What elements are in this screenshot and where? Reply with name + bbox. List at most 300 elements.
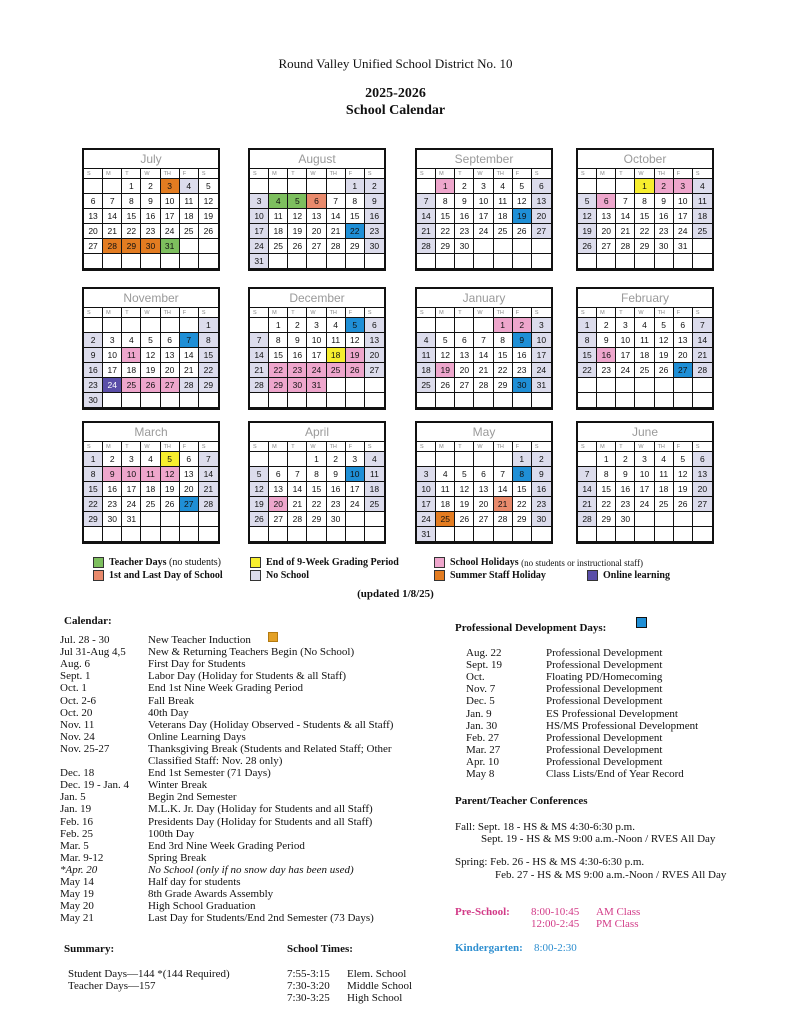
day-cell: 28	[616, 239, 635, 254]
day-cell: 24	[346, 497, 365, 512]
empty-cell	[616, 527, 635, 542]
day-cell: 19	[250, 497, 269, 512]
preschool-am-time: 8:00-10:45	[531, 906, 580, 918]
day-cell: 5	[513, 179, 532, 194]
month-august	[248, 148, 386, 271]
empty-cell	[635, 527, 654, 542]
empty-cell	[693, 393, 712, 408]
empty-cell	[494, 254, 513, 269]
day-cell: 10	[346, 467, 365, 482]
calendar-event-description: Labor Day (Holiday for Students & all Staff)	[148, 670, 347, 683]
day-cell: 7	[250, 333, 269, 348]
weekday-header: F	[180, 169, 199, 179]
day-cell: 17	[417, 497, 436, 512]
calendar-event-description: First Day for Students	[148, 658, 246, 671]
day-cell: 17	[635, 482, 654, 497]
month-grid	[417, 308, 551, 408]
day-cell: 2	[513, 318, 532, 333]
weekday-header: T	[288, 308, 307, 318]
day-cell: 20	[532, 209, 551, 224]
conference-spring-2: Feb. 27 - HS & MS 9:00 a.m.-Noon / RVES All Day	[495, 869, 727, 881]
day-cell: 30	[532, 512, 551, 527]
day-cell: 26	[250, 512, 269, 527]
calendar-event-description: 40th Day	[148, 706, 189, 719]
day-cell: 11	[365, 467, 384, 482]
day-cell: 18	[269, 224, 288, 239]
month-grid	[84, 442, 218, 542]
empty-cell	[655, 527, 674, 542]
empty-cell	[269, 527, 288, 542]
empty-cell	[674, 527, 693, 542]
day-cell: 20	[455, 363, 474, 378]
day-cell: 27	[269, 512, 288, 527]
day-cell: 26	[161, 497, 180, 512]
day-cell: 30	[616, 512, 635, 527]
empty-cell	[250, 527, 269, 542]
day-cell: 2	[655, 179, 674, 194]
day-cell: 27	[161, 378, 180, 393]
day-cell: 24	[635, 497, 654, 512]
day-cell: 24	[616, 363, 635, 378]
day-cell: 30	[655, 239, 674, 254]
day-cell: 16	[532, 482, 551, 497]
legend-sublabel: (no students)	[169, 557, 221, 568]
weekday-header: TH	[655, 442, 674, 452]
empty-cell	[655, 512, 674, 527]
day-cell: 24	[250, 239, 269, 254]
weekday-header: S	[693, 308, 712, 318]
day-cell: 1	[597, 452, 616, 467]
day-cell: 7	[616, 194, 635, 209]
empty-cell	[693, 527, 712, 542]
day-cell: 30	[455, 239, 474, 254]
empty-cell	[288, 452, 307, 467]
empty-cell	[327, 179, 346, 194]
day-cell: 7	[494, 467, 513, 482]
calendar-event-description: Fall Break	[148, 694, 195, 707]
kindergarten-time: 8:00-2:30	[534, 942, 577, 954]
day-cell: 29	[269, 378, 288, 393]
day-cell: 5	[199, 179, 218, 194]
day-cell: 11	[494, 194, 513, 209]
weekday-header: W	[635, 169, 654, 179]
empty-cell	[180, 254, 199, 269]
day-cell: 4	[436, 467, 455, 482]
day-cell: 16	[327, 482, 346, 497]
day-cell: 26	[436, 378, 455, 393]
day-cell: 18	[655, 482, 674, 497]
day-cell: 26	[288, 239, 307, 254]
day-cell: 14	[616, 209, 635, 224]
weekday-header: M	[597, 169, 616, 179]
day-cell: 6	[474, 467, 493, 482]
calendar-event-date: Aug. 6	[60, 658, 90, 671]
pd-day-date: May 8	[466, 768, 495, 780]
empty-cell	[161, 254, 180, 269]
empty-cell	[436, 452, 455, 467]
weekday-header: TH	[161, 169, 180, 179]
day-cell: 5	[346, 318, 365, 333]
calendar-event-description: New & Returning Teachers Begin (No School)	[148, 646, 355, 659]
no-school-swatch	[250, 570, 261, 581]
weekday-header: S	[250, 169, 269, 179]
pd-day-description: Professional Development	[546, 743, 663, 756]
empty-cell	[616, 254, 635, 269]
empty-cell	[269, 452, 288, 467]
weekday-header: W	[141, 308, 160, 318]
empty-cell	[494, 239, 513, 254]
empty-cell	[161, 527, 180, 542]
calendar-event-description: Thanksgiving Break (Students and Related Staff; Other	[148, 742, 392, 755]
weekday-header: F	[513, 169, 532, 179]
calendar-event-description: End 1st Nine Week Grading Period	[148, 682, 304, 695]
day-cell: 17	[674, 209, 693, 224]
empty-cell	[455, 254, 474, 269]
day-cell: 20	[307, 224, 326, 239]
month-grid	[578, 442, 712, 542]
day-cell: 23	[84, 378, 103, 393]
day-cell: 1	[578, 318, 597, 333]
weekday-header: S	[84, 169, 103, 179]
day-cell: 20	[161, 363, 180, 378]
day-cell: 11	[417, 348, 436, 363]
empty-cell	[269, 179, 288, 194]
day-cell: 14	[327, 209, 346, 224]
day-cell: 17	[122, 482, 141, 497]
weekday-header: T	[122, 442, 141, 452]
day-cell: 15	[84, 482, 103, 497]
day-cell: 3	[250, 194, 269, 209]
day-cell: 26	[674, 497, 693, 512]
empty-cell	[674, 393, 693, 408]
day-cell: 22	[307, 497, 326, 512]
empty-cell	[417, 254, 436, 269]
empty-cell	[122, 393, 141, 408]
day-cell: 3	[122, 452, 141, 467]
calendar-event-date: Nov. 25-27	[60, 742, 110, 755]
day-cell: 18	[436, 497, 455, 512]
calendar-event-date: May 14	[60, 876, 94, 888]
month-march	[82, 421, 220, 544]
weekday-header: W	[307, 308, 326, 318]
pd-day-description: Professional Development	[546, 731, 663, 744]
day-cell: 12	[161, 467, 180, 482]
day-cell: 28	[693, 363, 712, 378]
day-cell: 23	[513, 363, 532, 378]
weekday-header: W	[141, 169, 160, 179]
teacher-days: Teacher Days—157	[68, 980, 156, 992]
day-cell: 27	[693, 497, 712, 512]
day-cell: 11	[436, 482, 455, 497]
month-january	[415, 287, 553, 410]
calendar-event-date: Oct. 2-6	[60, 694, 97, 707]
day-cell: 9	[103, 467, 122, 482]
empty-cell	[436, 527, 455, 542]
day-cell: 8	[578, 333, 597, 348]
calendar-event-date: Jan. 19	[60, 803, 92, 816]
day-cell: 7	[199, 452, 218, 467]
day-cell: 31	[122, 512, 141, 527]
empty-cell	[199, 239, 218, 254]
day-cell: 10	[674, 194, 693, 209]
day-cell: 3	[161, 179, 180, 194]
day-cell: 24	[674, 224, 693, 239]
day-cell: 2	[327, 452, 346, 467]
day-cell: 1	[269, 318, 288, 333]
day-cell: 14	[250, 348, 269, 363]
calendar-event-date: May 20	[60, 900, 94, 913]
day-cell: 12	[288, 209, 307, 224]
month-grid	[84, 308, 218, 408]
school-time-hours: 7:30-3:25	[287, 992, 330, 1004]
empty-cell	[532, 254, 551, 269]
preschool-pm-class: PM Class	[596, 918, 639, 930]
day-cell: 23	[103, 497, 122, 512]
day-cell: 4	[365, 452, 384, 467]
day-cell: 19	[436, 363, 455, 378]
day-cell: 18	[635, 348, 654, 363]
empty-cell	[693, 254, 712, 269]
month-grid	[250, 169, 384, 269]
day-cell: 3	[635, 452, 654, 467]
summer-holiday-swatch	[434, 570, 445, 581]
day-cell: 1	[635, 179, 654, 194]
empty-cell	[141, 393, 160, 408]
day-cell: 14	[417, 209, 436, 224]
day-cell: 28	[180, 378, 199, 393]
empty-cell	[84, 527, 103, 542]
day-cell: 2	[597, 318, 616, 333]
empty-cell	[250, 318, 269, 333]
weekday-header: F	[346, 308, 365, 318]
weekday-header: F	[180, 308, 199, 318]
day-cell: 17	[616, 348, 635, 363]
day-cell: 29	[494, 378, 513, 393]
empty-cell	[199, 512, 218, 527]
empty-cell	[597, 179, 616, 194]
day-cell: 15	[494, 348, 513, 363]
month-december	[248, 287, 386, 410]
weekday-header: M	[597, 442, 616, 452]
calendar-event-description: Presidents Day (Holiday for Students and all Staff)	[148, 815, 373, 828]
day-cell: 16	[455, 209, 474, 224]
day-cell: 29	[199, 378, 218, 393]
weekday-header: S	[365, 308, 384, 318]
empty-cell	[494, 527, 513, 542]
day-cell: 19	[141, 363, 160, 378]
school-time-level: Elem. School	[347, 968, 407, 980]
day-cell: 4	[269, 194, 288, 209]
month-name: November	[84, 289, 218, 308]
calendar-event-date: Oct. 1	[60, 682, 87, 695]
day-cell: 28	[103, 239, 122, 254]
empty-cell	[474, 527, 493, 542]
day-cell: 5	[655, 318, 674, 333]
day-cell: 14	[199, 467, 218, 482]
day-cell: 11	[693, 194, 712, 209]
calendar-event-description: High School Graduation	[148, 900, 256, 913]
day-cell: 14	[693, 333, 712, 348]
weekday-header: F	[346, 169, 365, 179]
calendar-event-date: Dec. 19 - Jan. 4	[60, 779, 130, 792]
day-cell: 13	[84, 209, 103, 224]
day-cell: 21	[288, 497, 307, 512]
weekday-header: W	[307, 442, 326, 452]
weekday-header: T	[455, 169, 474, 179]
day-cell: 7	[180, 333, 199, 348]
empty-cell	[417, 452, 436, 467]
weekday-header: T	[122, 169, 141, 179]
day-cell: 15	[513, 482, 532, 497]
day-cell: 19	[655, 348, 674, 363]
legend-summer-holiday	[434, 570, 546, 581]
calendar-event-description: End 3rd Nine Week Grading Period	[148, 839, 305, 852]
pd-day-description: Professional Development	[546, 683, 663, 696]
day-cell: 2	[103, 452, 122, 467]
pd-day-description: ES Professional Development	[546, 707, 678, 720]
day-cell: 16	[597, 348, 616, 363]
day-cell: 4	[635, 318, 654, 333]
day-cell: 16	[655, 209, 674, 224]
empty-cell	[327, 378, 346, 393]
day-cell: 3	[616, 318, 635, 333]
day-cell: 13	[269, 482, 288, 497]
empty-cell	[635, 378, 654, 393]
day-cell: 29	[597, 512, 616, 527]
month-november	[82, 287, 220, 410]
day-cell: 20	[674, 348, 693, 363]
day-cell: 21	[417, 224, 436, 239]
weekday-header: S	[532, 308, 551, 318]
empty-cell	[327, 254, 346, 269]
month-name: October	[578, 150, 712, 169]
empty-cell	[161, 512, 180, 527]
day-cell: 2	[141, 179, 160, 194]
day-cell: 10	[122, 467, 141, 482]
empty-cell	[84, 254, 103, 269]
day-cell: 24	[474, 224, 493, 239]
empty-cell	[199, 527, 218, 542]
day-cell: 5	[288, 194, 307, 209]
weekday-header: S	[693, 169, 712, 179]
day-cell: 25	[693, 224, 712, 239]
conferences-title: Parent/Teacher Conferences	[455, 795, 588, 807]
empty-cell	[365, 512, 384, 527]
pd-day-date: Jan. 9	[466, 707, 492, 720]
empty-cell	[180, 527, 199, 542]
day-cell: 17	[474, 209, 493, 224]
calendar-event-date: Feb. 25	[60, 827, 93, 840]
day-cell: 7	[417, 194, 436, 209]
day-cell: 7	[693, 318, 712, 333]
day-cell: 18	[693, 209, 712, 224]
month-june	[576, 421, 714, 544]
empty-cell	[578, 527, 597, 542]
day-cell: 17	[307, 348, 326, 363]
legend-label: End of 9-Week Grading Period	[266, 557, 399, 568]
empty-cell	[269, 254, 288, 269]
weekday-header: S	[250, 442, 269, 452]
day-cell: 3	[103, 333, 122, 348]
pd-day-date: Jan. 30	[466, 719, 498, 732]
weekday-header: T	[122, 308, 141, 318]
day-cell: 25	[269, 239, 288, 254]
day-cell: 27	[365, 363, 384, 378]
day-cell: 20	[365, 348, 384, 363]
pd-day-date: Sept. 19	[466, 659, 503, 672]
day-cell: 7	[103, 194, 122, 209]
pd-day-description: Professional Development	[546, 695, 663, 708]
empty-cell	[693, 239, 712, 254]
month-name: March	[84, 423, 218, 442]
day-cell: 22	[578, 363, 597, 378]
empty-cell	[597, 254, 616, 269]
pd-swatch	[636, 617, 647, 628]
empty-cell	[417, 179, 436, 194]
weekday-header: S	[417, 308, 436, 318]
day-cell: 31	[307, 378, 326, 393]
conference-spring-1: Spring: Feb. 26 - HS & MS 4:30-6:30 p.m.	[455, 856, 645, 868]
weekday-header: T	[288, 169, 307, 179]
empty-cell	[141, 527, 160, 542]
school-year: 2025-2026	[365, 86, 426, 101]
day-cell: 10	[532, 333, 551, 348]
weekday-header: S	[199, 169, 218, 179]
day-cell: 19	[199, 209, 218, 224]
day-cell: 12	[250, 482, 269, 497]
day-cell: 14	[288, 482, 307, 497]
weekday-header: T	[616, 308, 635, 318]
school-holidays-swatch	[434, 557, 445, 568]
empty-cell	[288, 393, 307, 408]
day-cell: 1	[199, 318, 218, 333]
day-cell: 11	[141, 467, 160, 482]
day-cell: 3	[307, 318, 326, 333]
empty-cell	[346, 527, 365, 542]
empty-cell	[307, 393, 326, 408]
day-cell: 28	[417, 239, 436, 254]
day-cell: 16	[288, 348, 307, 363]
day-cell: 2	[84, 333, 103, 348]
day-cell: 27	[474, 512, 493, 527]
day-cell: 18	[122, 363, 141, 378]
pd-day-description: Class Lists/End of Year Record	[546, 768, 684, 780]
weekday-header: S	[578, 169, 597, 179]
weekday-header: W	[474, 308, 493, 318]
empty-cell	[180, 318, 199, 333]
calendar-event-description: Begin 2nd Semester	[148, 791, 237, 804]
pd-day-date: Apr. 10	[466, 755, 499, 768]
day-cell: 15	[199, 348, 218, 363]
day-cell: 21	[180, 363, 199, 378]
day-cell: 18	[180, 209, 199, 224]
calendar-event-description: 100th Day	[148, 827, 195, 840]
empty-cell	[616, 393, 635, 408]
day-cell: 8	[199, 333, 218, 348]
empty-cell	[635, 512, 654, 527]
weekday-header: W	[635, 442, 654, 452]
weekday-header: S	[84, 308, 103, 318]
day-cell: 31	[674, 239, 693, 254]
day-cell: 24	[532, 363, 551, 378]
day-cell: 7	[578, 467, 597, 482]
day-cell: 13	[161, 348, 180, 363]
empty-cell	[365, 393, 384, 408]
day-cell: 5	[674, 452, 693, 467]
preschool-pm-time: 12:00-2:45	[531, 918, 580, 930]
day-cell: 30	[365, 239, 384, 254]
kindergarten-label: Kindergarten:	[455, 942, 523, 954]
